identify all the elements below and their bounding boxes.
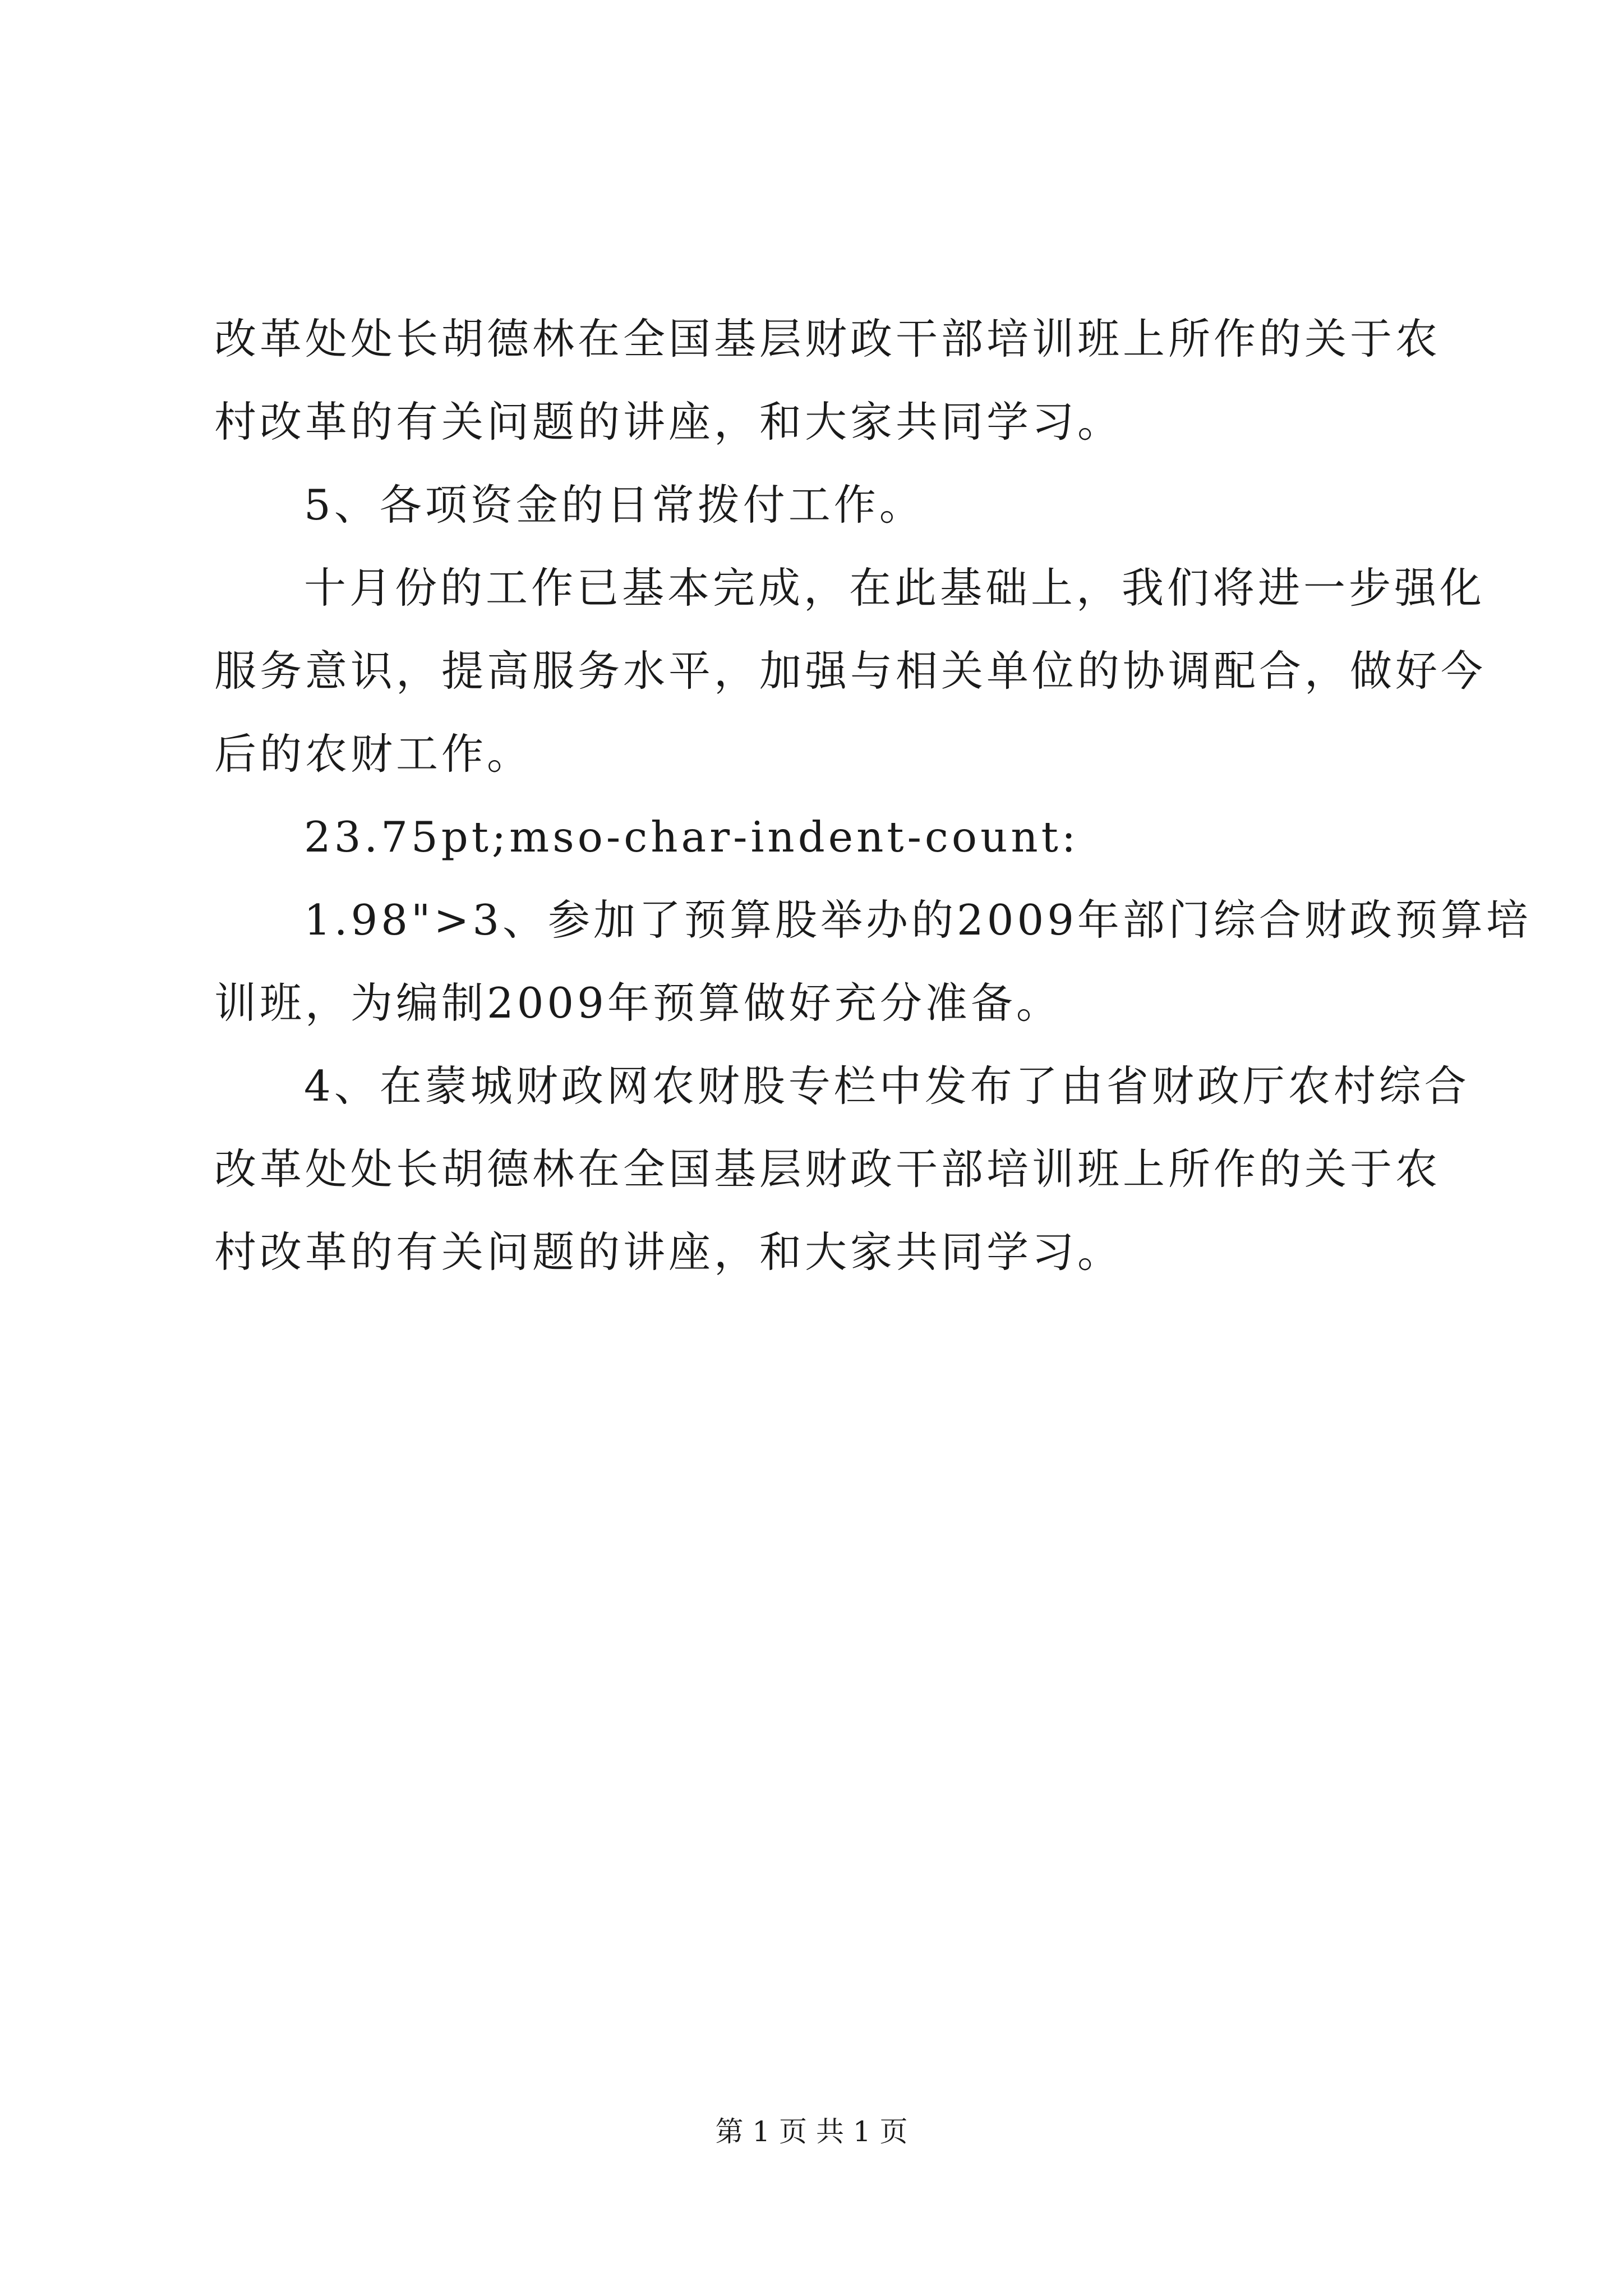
body-line: 十月份的工作已基本完成，在此基础上，我们将进一步强化 xyxy=(304,563,1486,613)
body-line: 23.75pt;mso-char-indent-count: xyxy=(304,812,1080,862)
body-line: 1.98">3、参加了预算股举办的2009年部门综合财政预算培 xyxy=(304,895,1532,945)
body-line: 5、各项资金的日常拨付工作。 xyxy=(304,480,925,530)
body-line: 改革处处长胡德林在全国基层财政干部培训班上所作的关于农 xyxy=(214,1144,1441,1194)
document-body xyxy=(214,297,1532,1294)
body-line: 4、在蒙城财政网农财股专栏中发布了由省财政厅农村综合 xyxy=(304,1061,1470,1111)
body-line: 训班，为编制2009年预算做好充分准备。 xyxy=(214,978,1062,1028)
body-line: 服务意识，提高服务水平，加强与相关单位的协调配合，做好今 xyxy=(214,646,1487,696)
body-line: 村改革的有关问题的讲座，和大家共同学习。 xyxy=(214,397,1123,447)
body-line: 村改革的有关问题的讲座，和大家共同学习。 xyxy=(214,1227,1123,1277)
body-line: 后的农财工作。 xyxy=(214,729,533,779)
body-line: 改革处处长胡德林在全国基层财政干部培训班上所作的关于农 xyxy=(214,314,1441,364)
page-footer: 第 1 页 共 1 页 xyxy=(715,2115,908,2148)
